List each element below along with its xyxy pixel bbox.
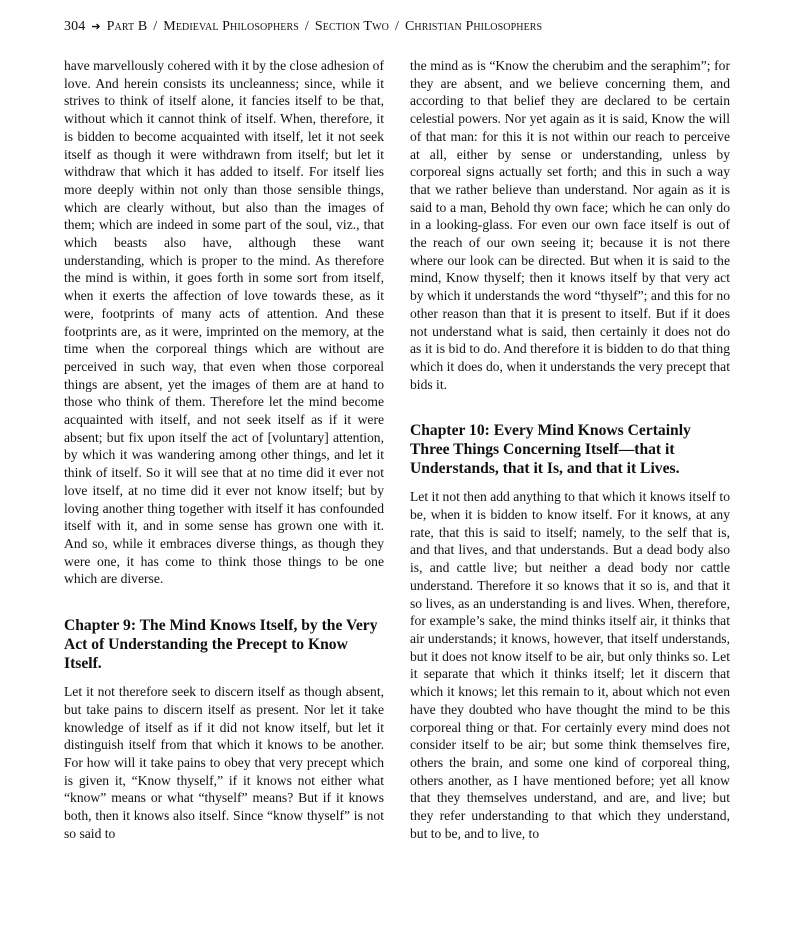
right-column bbox=[410, 57, 730, 842]
arrow-icon: ➔ bbox=[91, 21, 101, 33]
section-label: Section Two bbox=[314, 19, 389, 34]
separator: / bbox=[394, 19, 399, 34]
page-number: 304 bbox=[64, 19, 86, 34]
running-head bbox=[64, 19, 542, 35]
part-label: Part B bbox=[106, 19, 148, 34]
left-column bbox=[64, 57, 384, 842]
body-paragraph: Let it not then add anything to that which it knows itself to be, when it is bidden to know itself. For it knows, at any rate, that this is said to itself; namely, to the self that is, and that lives, and that understands. But a dead body also is, and cattle live; but neither a dead body nor cattle understand. Therefore it so knows that it so is, and that it so lives, as an understanding is and lives. When, therefore, for example’s sake, the mind thinks itself air, it thinks that air understands; it knows, however, that itself understands, but it does not know itself to be air, but only thinks so. Let it separate that which it thinks itself; let it discern that which it knows; let this remain to it, about which not even have they doubted who have thought the mind to be this corporeal thing or that. For certainly every mind does not consider itself to be air; but some think themselves fire, others the brain, and some one kind of corporeal thing, others another, as I have mentioned before; yet all know that they themselves understand, and are, and live; but they refer understanding to that which they understand, but to be, and to live, to bbox=[410, 489, 730, 841]
body-paragraph: Let it not therefore seek to discern itself as though absent, but take pains to discern itself as present. Nor let it take knowledge of itself as if it did not know itself, but let it distinguish itself from that which it knows to be another. For how will it take pains to obey that very precept which is given it, “Know thyself,” if it knows not either what “know” means or what “thyself” means? But if it knows both, then it knows also itself. Since “know thyself” is not so said to bbox=[64, 684, 384, 841]
chapter-9-heading: Chapter 9: The Mind Knows Itself, by the Very Act of Understanding the Precept to Know Itself. bbox=[64, 617, 378, 673]
body-paragraph: the mind as is “Know the cherubim and the seraphim”; for they are absent, and we believe concerning them, and according to that belief they are declared to be certain celestial powers. Nor yet again as it is said, Know the will of that man: for this it is not within our reach to perceive at all, either by sense or understanding, unless by corporeal signs actually set forth; and this in such a way that we rather believe than understand. Nor again as it is said to a man, Behold thy own face; which he can only do in a looking-glass. For even our own face itself is out of the reach of our own seeing it; because it is not there where our look can be directed. But when it is said to the mind, Know thyself; then it knows itself by that very act by which it understands the word “thyself”; and this for no other reason than that it is present to itself. But if it does not understand what is said, then certainly it does not do as it is bid to do. And therefore it is bidden to do that thing which it does do, when it understands the very precept that bids it. bbox=[410, 58, 730, 392]
subsection-label: Christian Philosophers bbox=[404, 19, 543, 34]
chapter-10-heading: Chapter 10: Every Mind Knows Certainly Three Things Concerning Itself—that it Understands, that it Is, and that it Lives. bbox=[410, 422, 691, 478]
separator: / bbox=[304, 19, 309, 34]
separator: / bbox=[153, 19, 158, 34]
book-label: Medieval Philosophers bbox=[163, 19, 299, 34]
body-paragraph: have marvellously cohered with it by the close adhesion of love. And herein consists its uncleanness; since, while it strives to think of itself alone, it fancies itself to be that, without which it cannot think of itself. When, therefore, it is bidden to become acquainted with itself, let it not seek itself as though it were withdrawn from itself; but let it withdraw that which it has added to itself. For itself lies more deeply within not only than those sensible things, which are clearly without, but also than the images of them; which are indeed in some part of the soul, viz., that which beasts also have, although these want understanding, which is proper to the mind. As therefore the mind is within, it goes forth in some sort from itself, when it exerts the affection of love towards these, as it were, footprints of many acts of attention. And these footprints are, as it were, imprinted on the memory, at the time when the corporeal things which are without are perceived in such way, that even when those corporeal things are absent, yet the images of them are at hand to those who think of them. Therefore let the mind become acquainted with itself, and not seek itself as if it were absent; but fix upon itself the act of [voluntary] attention, by which it was wandering among other things, and let it think of itself. So it will see that at no time did it ever not love itself, at no time did it ever not know itself; but by loving another thing together with itself it has confounded itself with it, and in some sense has grown one with it. And so, while it embraces diverse things, as though they were one, it has come to think those things to be one which are diverse. bbox=[64, 58, 384, 587]
